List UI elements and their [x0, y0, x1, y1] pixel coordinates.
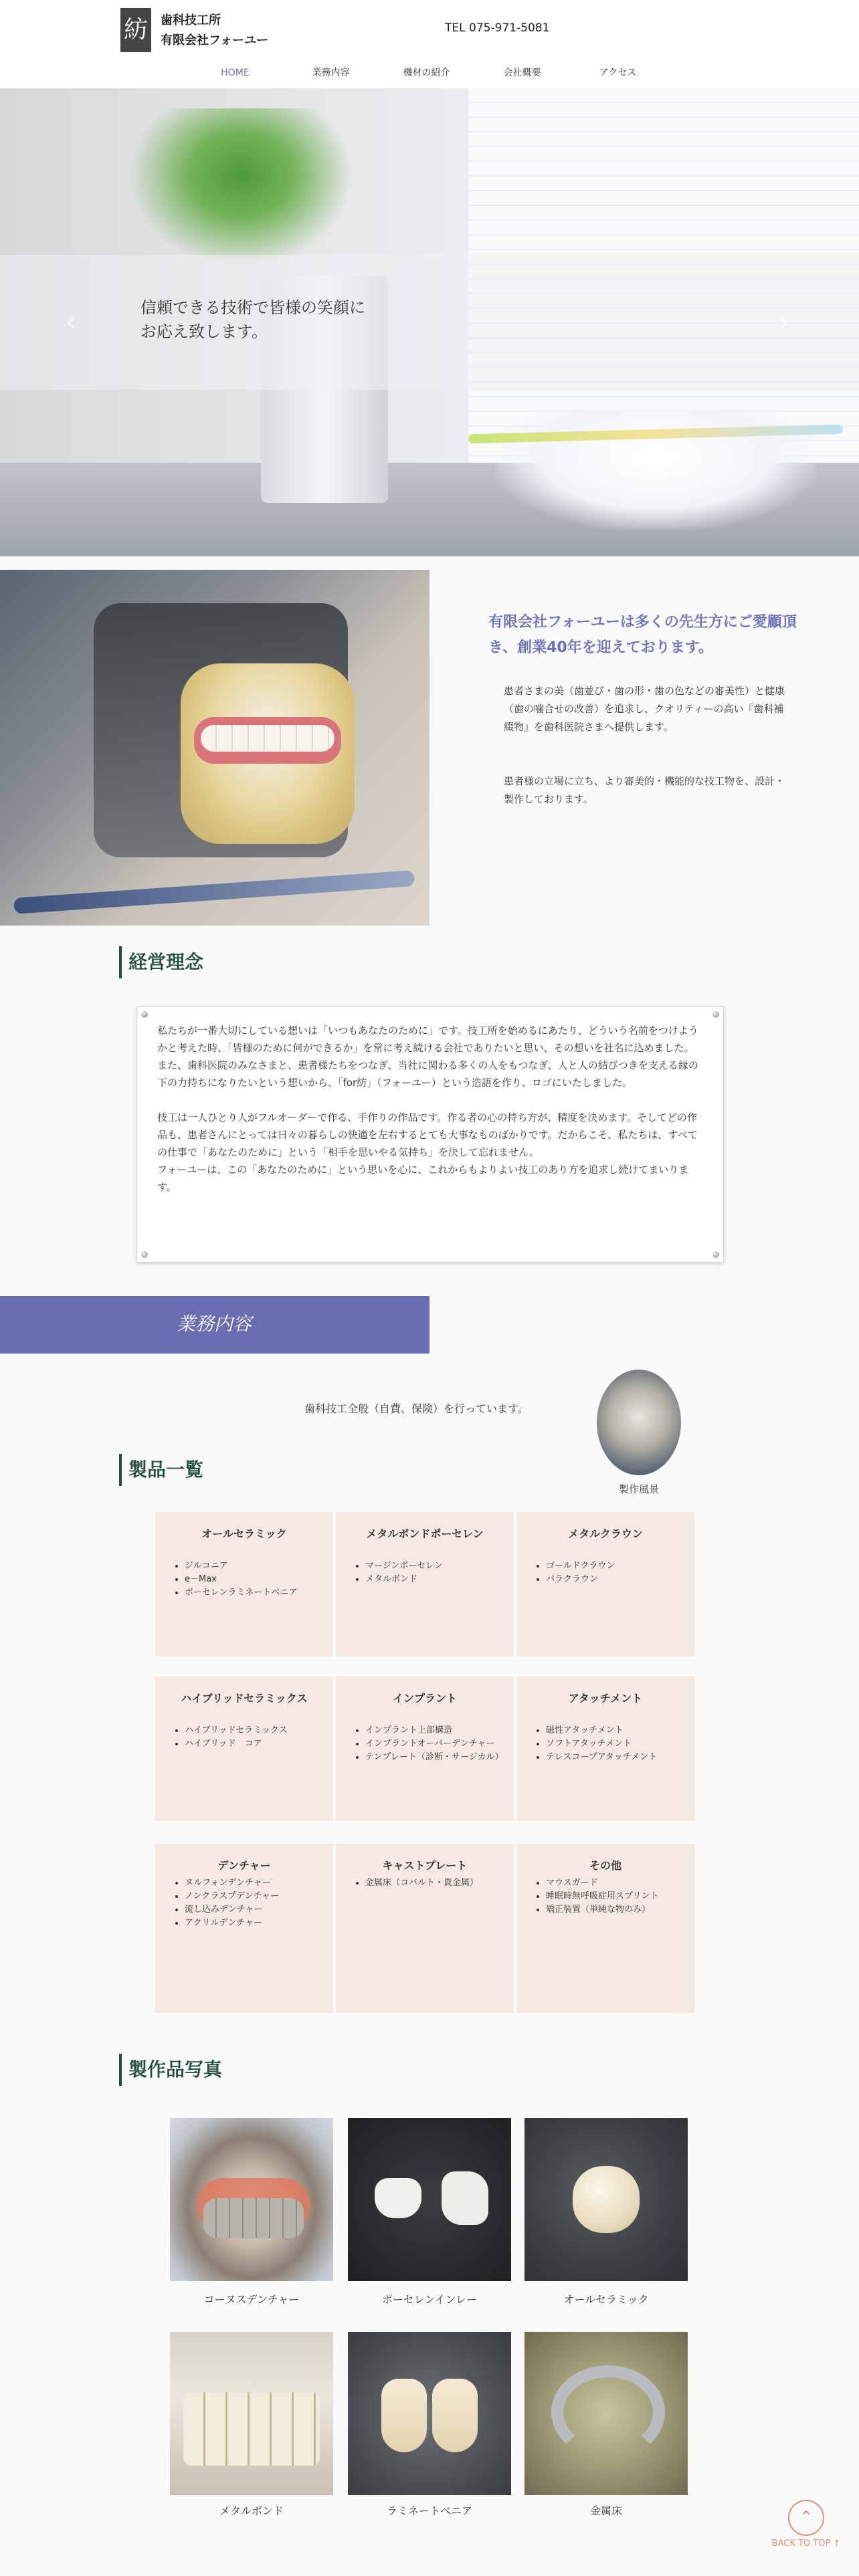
product-card	[155, 1844, 333, 2013]
philosophy-heading: 経営理念	[119, 946, 203, 978]
gallery-caption: 金属床	[589, 2504, 622, 2517]
intro-paragraph-1: 患者さまの美（歯並び・歯の形・歯の色などの審美性）と健康（歯の噛合せの改善）を追求し、クオリティーの高い『歯科補綴物』を歯科医院さまへ提供します。	[504, 685, 785, 733]
logo-icon[interactable]: 紡	[120, 8, 151, 52]
nav-access[interactable]: アクセス	[599, 68, 637, 78]
product-list	[167, 1560, 321, 1600]
product-card	[336, 1677, 514, 1821]
nav-home[interactable]: HOME	[221, 68, 250, 78]
nav-equipment[interactable]: 機材の紹介	[403, 68, 450, 78]
main-nav	[187, 64, 666, 82]
product-item: • テンプレート（診断・サージカル）	[365, 1751, 502, 1764]
gallery-heading: 製作品写真	[119, 2054, 222, 2086]
product-card-title: キャストプレート	[382, 1859, 468, 1872]
gallery-caption: ラミネートベニア	[386, 2504, 472, 2517]
gallery-caption: ポーセレンインレー	[381, 2293, 478, 2306]
logo-line-1: 歯科技工所	[161, 13, 221, 27]
back-to-top-label[interactable]: BACK TO TOP ↑	[771, 2539, 841, 2549]
product-list	[167, 1876, 321, 1930]
intro-heading: 有限会社フォーユーは多くの先生方にご愛顧頂き、創業40年を迎えております。	[488, 614, 797, 656]
product-list	[348, 1876, 502, 1890]
product-item: • ゴールドクラウン	[546, 1560, 682, 1573]
product-card	[155, 1677, 333, 1821]
product-card-title: アタッチメント	[568, 1692, 643, 1705]
product-item: • ヌルフォンデンチャー	[185, 1876, 321, 1890]
pin-icon	[712, 1011, 719, 1018]
product-card-title: ハイブリッドセラミックス	[181, 1692, 308, 1705]
product-item: • アクリルデンチャー	[185, 1917, 321, 1930]
product-item: • ノンクラスプデンチャー	[185, 1890, 321, 1903]
logo-line-2: 有限会社フォーユー	[161, 33, 269, 47]
work-scene-photo	[597, 1370, 681, 1475]
product-card-title: インプラント	[392, 1692, 457, 1705]
pin-icon	[141, 1011, 148, 1018]
hero-caption-line-2: お応え致します。	[140, 322, 268, 341]
product-card	[516, 1844, 694, 2013]
product-card-title: その他	[589, 1859, 622, 1872]
products-heading: 製品一覧	[119, 1454, 203, 1486]
product-item: • 流し込みデンチャー	[185, 1903, 321, 1917]
gallery-caption: メタルボンド	[219, 2504, 284, 2517]
product-item: • マージンポーセレン	[365, 1560, 502, 1573]
philosophy-box	[136, 1006, 724, 1263]
product-item: • マウスガード	[546, 1876, 682, 1890]
photo-detail	[432, 2379, 478, 2452]
photo-detail	[551, 2365, 665, 2459]
product-card	[336, 1844, 514, 2013]
hero-image-plant	[120, 108, 361, 276]
product-item: • ハイブリッドセラミックス	[185, 1724, 321, 1737]
hero-caption-band	[0, 255, 859, 390]
product-list	[167, 1724, 321, 1751]
product-item: • 金属床（コバルト・貴金属）	[365, 1876, 502, 1890]
product-item: • ハイブリッド コア	[185, 1737, 321, 1751]
pin-icon	[141, 1251, 148, 1258]
chevron-left-icon[interactable]: ‹	[66, 309, 76, 336]
product-card-title: デンチャー	[217, 1859, 271, 1872]
business-lead: 歯科技工全般（自費、保険）を行っています。	[304, 1402, 529, 1415]
product-list	[529, 1876, 682, 1917]
chevron-right-icon[interactable]: ›	[779, 309, 789, 336]
product-item: • パラクラウン	[546, 1573, 682, 1586]
photo-detail	[442, 2171, 488, 2225]
product-item: • テレスコープアタッチメント	[546, 1751, 682, 1764]
business-title: 業務内容	[177, 1313, 252, 1335]
philosophy-text: 私たちが一番大切にしている想いは「いつもあなたのために」です。技工所を始めるにあたり、どういう名前をつけようかと考えた時、「皆様のために何ができるか」を常に考え続ける会社でありたいと思い、その想いを社名に込めました。 また、歯科医院のみなさまと、患者様たちをつなぎ、当社に関わる多くの人をもつなぎ、人と人の結びつきを支える縁の下の力持ちになりたいという想いから、「for紡」（フォーユー）という造語を作り、ロゴにいたしました。 技工は一人ひとり人がフルオーダーで作る、手作りの作品です。作る者の心の持ち方が、精度を決めます。そしてどの作品も、患者さんにとっては日々の暮らしの快適を左右するとても大事なものばかりです。だからこそ、私たちは、すべての仕事で「あなたのために」という「相手を思いやる気持ち」を決して忘れません。 フォーユーは、この「あなたのために」という思いを心に、これからもよりよい技工のあり方を追求し続けてまいります。	[157, 1025, 698, 1193]
pin-icon	[712, 1251, 719, 1258]
photo-detail	[381, 2379, 427, 2452]
product-item: • e－Max	[185, 1573, 321, 1586]
photo-detail	[573, 2166, 640, 2233]
back-to-top-button[interactable]	[769, 2500, 843, 2547]
intro-paragraph-2: 患者様の立場に立ち、より審美的・機能的な技工物を、設計・製作しております。	[504, 775, 785, 805]
gallery-photo-porcelain-inlay[interactable]	[348, 2118, 511, 2281]
photo-detail	[183, 2392, 320, 2466]
product-card	[155, 1512, 333, 1656]
product-item: • ポーセレンラミネートベニア	[185, 1586, 321, 1600]
product-list	[529, 1724, 682, 1764]
photo-detail	[375, 2178, 421, 2218]
photo-teeth	[201, 725, 335, 752]
work-scene-caption: 製作風景	[619, 1483, 660, 1495]
photo-detail	[203, 2198, 304, 2238]
product-list	[529, 1560, 682, 1586]
photo-tools	[13, 870, 415, 914]
product-item: • ジルコニア	[185, 1560, 321, 1573]
hero-caption	[140, 296, 365, 344]
product-card-title: メタルクラウン	[568, 1527, 643, 1540]
gallery-caption: コーヌスデンチャー	[203, 2293, 300, 2306]
product-card-title: メタルボンドポーセレン	[366, 1527, 484, 1540]
hero-caption-line-1: 信頼できる技術で皆様の笑顔に	[140, 298, 365, 317]
gallery-caption: オールセラミック	[563, 2293, 649, 2306]
product-list	[348, 1724, 502, 1764]
product-item: • 睡眠時無呼吸症用スプリント	[546, 1890, 682, 1903]
gallery-photo-all-ceramic[interactable]	[524, 2118, 688, 2281]
product-item: • ソフトアタッチメント	[546, 1737, 682, 1751]
gallery-photo-metal-bond[interactable]	[170, 2332, 333, 2495]
product-item: • 矯正装置（単純な物のみ）	[546, 1903, 682, 1917]
product-card	[336, 1512, 514, 1656]
product-card	[516, 1677, 694, 1821]
phone-number: TEL 075-971-5081	[445, 21, 550, 35]
gallery-photo-cone-denture[interactable]	[170, 2118, 333, 2281]
product-item: • メタルボンド	[365, 1573, 502, 1586]
gallery-photo-metal-plate[interactable]	[524, 2332, 688, 2495]
product-list	[348, 1560, 502, 1586]
double-chevron-up-icon[interactable]: ⌃	[788, 2500, 824, 2536]
intro-photo-dental-model	[0, 570, 430, 926]
product-item: • 磁性アタッチメント	[546, 1724, 682, 1737]
product-item: • インプラント上部構造	[365, 1724, 502, 1737]
site-header	[0, 0, 859, 88]
product-card-title: オールセラミック	[201, 1527, 287, 1540]
product-item: • インプラントオーバーデンチャー	[365, 1737, 502, 1751]
product-card	[516, 1512, 694, 1656]
hero-slideshow	[0, 88, 859, 556]
gallery-photo-laminate-veneer[interactable]	[348, 2332, 511, 2495]
logo-text[interactable]	[161, 11, 268, 51]
nav-company[interactable]: 会社概要	[503, 68, 541, 78]
nav-services[interactable]: 業務内容	[312, 68, 350, 78]
